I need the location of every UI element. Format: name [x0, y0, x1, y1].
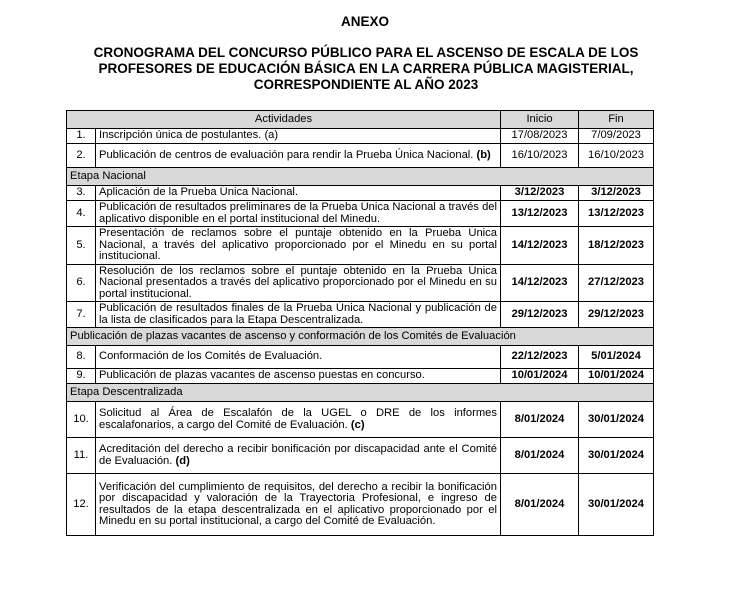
table-row: [67, 227, 654, 265]
table-row: [67, 438, 654, 474]
start-date: 29/12/2023: [501, 302, 579, 328]
start-date: 8/01/2024: [501, 402, 579, 438]
start-date: 14/12/2023: [501, 264, 579, 302]
title-line-2: PROFESORES DE EDUCACIÓN BÁSICA EN LA CARRERA PÚBLICA MAGISTERIAL,: [98, 61, 634, 76]
activity-cell: [96, 144, 501, 168]
table-row: [67, 402, 654, 438]
start-date: 22/12/2023: [501, 346, 579, 369]
section-row-etapa-descentralizada: [67, 384, 654, 402]
activity-cell: Presentación de reclamos sobre el puntaje obtenido en la Prueba Única Nacional, a través del aplicativo proporcionado por el Minedu en su portal institucional.: [96, 227, 501, 265]
start-date: 13/12/2023: [501, 201, 579, 227]
end-date: 13/12/2023: [579, 201, 654, 227]
start-date: 8/01/2024: [501, 474, 579, 536]
document-title: [60, 45, 672, 93]
end-date: 30/01/2024: [579, 474, 654, 536]
end-date: 10/01/2024: [579, 369, 654, 384]
section-row-etapa-nacional: [67, 168, 654, 186]
table-row: [67, 346, 654, 369]
header-activities: Actividades: [67, 111, 501, 129]
activity-cell: Publicación de resultados finales de la Prueba Única Nacional y publicación de la lista de clasificados para la Etapa Descentralizada.: [96, 302, 501, 328]
footnote-ref: (a): [264, 129, 279, 142]
end-date: 29/12/2023: [579, 302, 654, 328]
table-row: [67, 201, 654, 227]
end-date: 7/09/2023: [579, 129, 654, 144]
activity-cell: Verificación del cumplimiento de requisitos, del derecho a recibir la bonificación por discapacidad y valoración de la Trayectoria Profesional, e ingreso de resultados de la etapa descentralizada en el aplicativo proporcionado por el Minedu en su portal institucional, a cargo del Comité de Evaluación.: [96, 474, 501, 536]
end-date: 5/01/2024: [579, 346, 654, 369]
end-date: 18/12/2023: [579, 227, 654, 265]
table-row: [67, 302, 654, 328]
footnote-ref: (d): [175, 454, 190, 467]
header-end: Fin: [579, 111, 654, 129]
activity-text: Publicación de centros de evaluación para rendir la Prueba Única Nacional.: [99, 148, 474, 161]
table-header-row: [67, 111, 654, 129]
annex-label: ANEXO: [340, 14, 389, 29]
activity-cell: Publicación de resultados preliminares de la Prueba Única Nacional a través del aplicativo disponible en el portal institucional del Minedu.: [96, 201, 501, 227]
end-date: 3/12/2023: [579, 186, 654, 201]
footnote-ref: (c): [350, 418, 365, 431]
table-row: [67, 186, 654, 201]
title-line-3: CORRESPONDIENTE AL AÑO 2023: [253, 77, 479, 92]
end-date: 16/10/2023: [579, 144, 654, 168]
table-row: [67, 129, 654, 144]
table-row: [67, 369, 654, 384]
footnote-ref: (b): [476, 148, 491, 161]
section-title: Etapa Nacional: [67, 168, 654, 186]
activity-cell: [96, 402, 501, 438]
row-number: 3.: [67, 186, 96, 201]
row-number: 4.: [67, 201, 96, 227]
section-row-plazas-vacantes: [67, 328, 654, 346]
section-title: Etapa Descentralizada: [67, 384, 654, 402]
activity-cell: [96, 129, 501, 144]
table-row: [67, 264, 654, 302]
activity-cell: Publicación de plazas vacantes de ascenso puestas en concurso.: [96, 369, 501, 384]
end-date: 30/01/2024: [579, 402, 654, 438]
row-number: 10.: [67, 402, 96, 438]
row-number: 7.: [67, 302, 96, 328]
row-number: 9.: [67, 369, 96, 384]
activity-text: Acreditación del derecho a recibir bonificación por discapacidad ante el Comité de Evaluación.: [99, 443, 497, 467]
table-row: [67, 144, 654, 168]
start-date: 16/10/2023: [501, 144, 579, 168]
row-number: 6.: [67, 264, 96, 302]
start-date: 17/08/2023: [501, 129, 579, 144]
row-number: 8.: [67, 346, 96, 369]
end-date: 27/12/2023: [579, 264, 654, 302]
activity-cell: Resolución de los reclamos sobre el puntaje obtenido en la Prueba Única Nacional presentados a través del aplicativo proporcionado por el Minedu en su portal institucional.: [96, 264, 501, 302]
title-line-1: CRONOGRAMA DEL CONCURSO PÚBLICO PARA EL ASCENSO DE ESCALA DE LOS: [93, 45, 639, 60]
row-number: 12.: [67, 474, 96, 536]
activity-cell: Aplicación de la Prueba Única Nacional.: [96, 186, 501, 201]
start-date: 3/12/2023: [501, 186, 579, 201]
row-number: 5.: [67, 227, 96, 265]
start-date: 8/01/2024: [501, 438, 579, 474]
activity-cell: [96, 438, 501, 474]
section-title: Publicación de plazas vacantes de ascenso y conformación de los Comités de Evaluación: [67, 328, 654, 346]
header-start: Inicio: [501, 111, 579, 129]
activity-cell: Conformación de los Comités de Evaluación.: [96, 346, 501, 369]
row-number: 11.: [67, 438, 96, 474]
table-row: [67, 474, 654, 536]
end-date: 30/01/2024: [579, 438, 654, 474]
row-number: 1.: [67, 129, 96, 144]
activity-text: Inscripción única de postulantes.: [99, 129, 262, 142]
activity-text: Solicitud al Área de Escalafón de la UGEL o DRE de los informes escalafonarios, a cargo del Comité de Evaluación.: [99, 407, 497, 431]
row-number: 2.: [67, 144, 96, 168]
start-date: 10/01/2024: [501, 369, 579, 384]
start-date: 14/12/2023: [501, 227, 579, 265]
schedule-table: [66, 110, 654, 536]
